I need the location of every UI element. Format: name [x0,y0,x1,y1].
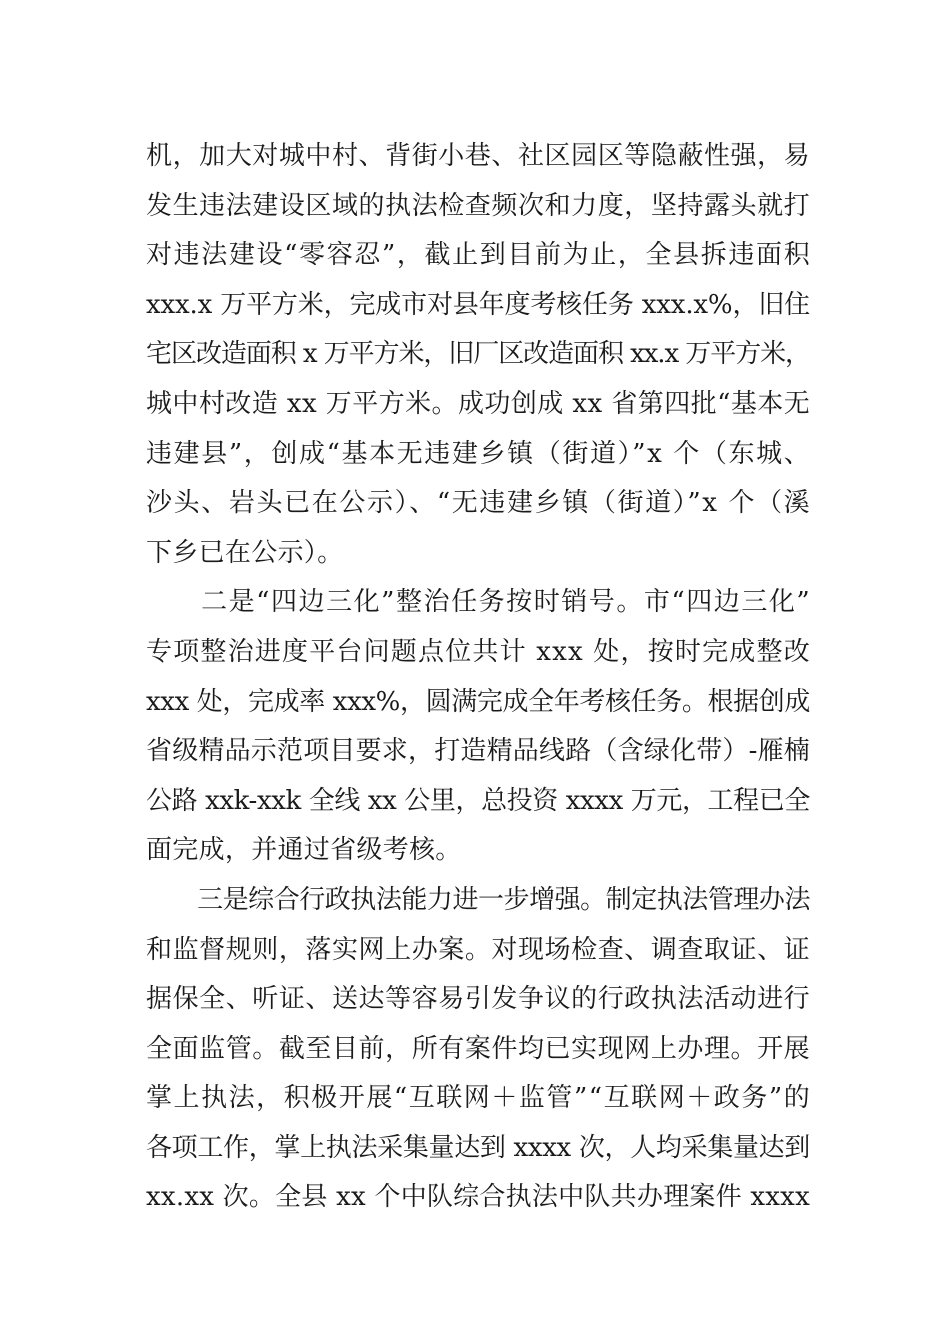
text-line: 和监督规则，落实网上办案。对现场检查、调查取证、证 [146,934,811,965]
text-line: 发生违法建设区域的执法检查频次和力度，坚持露头就打 [146,190,811,221]
text-line: 面完成，并通过省级考核。 [146,835,462,866]
text-line: 各项工作，掌上执法采集量达到 xxxx 次，人均采集量达到 [146,1132,810,1163]
text-line: 据保全、听证、送达等容易引发争议的行政执法活动进行 [146,984,811,1015]
text-line: 违建县”，创成“基本无违建乡镇（街道）”x 个（东城、 [146,438,812,469]
text-line: 全面监管。截至目前，所有案件均已实现网上办理。开展 [146,1033,811,1064]
text-line: 二是“四边三化”整治任务按时销号。市“四边三化” [146,587,812,618]
text-line: 宅区改造面积 x 万平方米，旧厂区改造面积 xx.x 万平方米， [146,339,810,370]
text-line: 机，加大对城中村、背街小巷、社区园区等隐蔽性强，易 [146,141,811,171]
text-line: xx.xx 次。全县 xx 个中队综合执法中队共办理案件 xxxx [146,1182,810,1213]
text-line: 沙头、岩头已在公示）、“无违建乡镇（街道）”x 个（溪 [146,488,812,519]
text-line: 三是综合行政执法能力进一步增强。制定执法管理办法 [146,884,810,915]
text-line: xxx 处，完成率 xxx%，圆满完成全年考核任务。根据创成 [146,686,810,717]
text-line: xxx.x 万平方米，完成市对县年度考核任务 xxx.x%，旧住 [146,289,810,320]
text-line: 掌上执法，积极开展“互联网＋监管”“互联网＋政务”的 [146,1083,812,1114]
document-body [146,132,810,1223]
text-line: 公路 xxk-xxk 全线 xx 公里，总投资 xxxx 万元，工程已全 [146,785,810,816]
text-line: 专项整治进度平台问题点位共计 xxx 处，按时完成整改 [146,636,811,667]
text-line: 城中村改造 xx 万平方米。成功创成 xx 省第四批“基本无 [146,388,811,419]
text-line: 对违法建设“零容忍”，截止到目前为止，全县拆违面积 [146,240,812,271]
text-line: 省级精品示范项目要求，打造精品线路（含绿化带）-雁楠 [146,736,810,767]
text-line: 下乡已在公示）。 [146,537,344,568]
